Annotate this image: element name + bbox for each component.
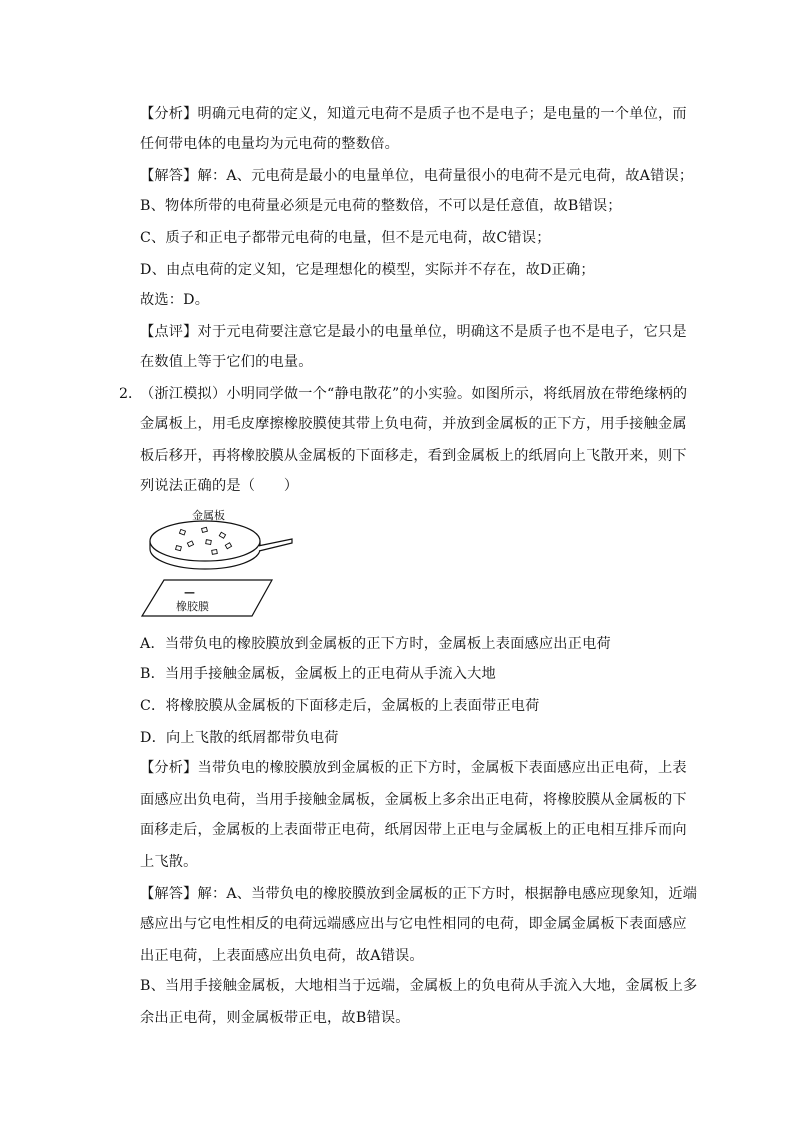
q2-solution-line-4: B、当用手接触金属板，大地相当于远端，金属板上的负电荷从手流入大地，金属板上多 (140, 978, 698, 994)
q1-analysis-line-1: 【分析】明确元电荷的定义，知道元电荷不是质子也不是电子；是电量的一个单位，而 (140, 106, 687, 122)
q1-solution-line-4: D、由点电荷的定义知，它是理想化的模型，实际并不存在，故D正确； (140, 262, 595, 278)
q1-solution-line-5: 故选：D。 (140, 292, 210, 308)
q2-solution-line-5: 余出正电荷，则金属板带正电，故B错误。 (140, 1010, 410, 1026)
q2-number: 2． (119, 386, 143, 402)
q2-stem-line-1: （浙江模拟）小明同学做一个“静电散花”的小实验。如图所示，将纸屑放在带绝缘柄的 (140, 386, 688, 402)
q2-option-a: A．当带负电的橡胶膜放到金属板的正下方时，金属板上表面感应出正电荷 (140, 636, 611, 652)
q2-solution-line-3: 出正电荷，上表面感应出负电荷，故A错误。 (140, 948, 424, 964)
q2-solution-line-2: 感应出与它电性相反的电荷远端感应出与它电性相同的电荷，即金属金属板下表面感应 (140, 916, 687, 932)
q2-figure (140, 506, 300, 622)
q2-stem-line-3: 板后移开，再将橡胶膜从金属板的下面移走，看到金属板上的纸屑向上飞散开来，则下 (140, 448, 687, 464)
q2-stem-line-2: 金属板上，用毛皮摩擦橡胶膜使其带上负电荷，并放到金属板的正下方，用手接触金属 (140, 416, 687, 432)
q2-option-c: C．将橡胶膜从金属板的下面移走后，金属板的上表面带正电荷 (140, 698, 540, 714)
q1-analysis-line-2: 任何带电体的电量均为元电荷的整数倍。 (140, 136, 399, 152)
q1-comment-line-1: 【点评】对于元电荷要注意它是最小的电量单位，明确这不是质子也不是电子，它只是 (140, 324, 687, 340)
insulating-handle (258, 539, 292, 551)
q2-stem-line-4: 列说法正确的是（ ） (140, 478, 299, 494)
q2-option-b: B．当用手接触金属板，金属板上的正电荷从手流入大地 (140, 666, 496, 682)
q2-analysis-line-2: 面感应出负电荷，当用手接触金属板，金属板上多余出正电荷，将橡胶膜从金属板的下 (140, 792, 687, 808)
metal-plate-top (150, 521, 260, 561)
q1-solution-line-1: 【解答】解：A、元电荷是最小的电量单位，电荷量很小的电荷不是元电荷，故A错误； (140, 168, 694, 184)
q1-comment-line-2: 在数值上等于它们的电量。 (140, 354, 313, 370)
rubber-film-label: 橡胶膜 (176, 600, 209, 613)
q2-option-d: D．向上飞散的纸屑都带负电荷 (140, 730, 339, 746)
q1-solution-line-3: C、质子和正电子都带元电荷的电量，但不是元电荷，故C错误； (140, 230, 551, 246)
q2-solution-line-1: 【解答】解：A、当带负电的橡胶膜放到金属板的正下方时，根据静电感应现象知，近端 (140, 886, 698, 902)
film-negative-sign: — (184, 586, 195, 599)
q2-analysis-line-3: 面移走后，金属板的上表面带正电荷，纸屑因带上正电与金属板上的正电相互排斥而向 (140, 822, 687, 838)
q2-analysis-line-4: 上飞散。 (140, 854, 198, 870)
electrostatic-experiment-diagram (140, 506, 300, 622)
q1-solution-line-2: B、物体所带的电荷量必须是元电荷的整数倍，不可以是任意值，故B错误； (140, 198, 622, 214)
metal-plate-label: 金属板 (192, 509, 225, 522)
q2-analysis-line-1: 【分析】当带负电的橡胶膜放到金属板的正下方时，金属板下表面感应出正电荷，上表 (140, 760, 687, 776)
